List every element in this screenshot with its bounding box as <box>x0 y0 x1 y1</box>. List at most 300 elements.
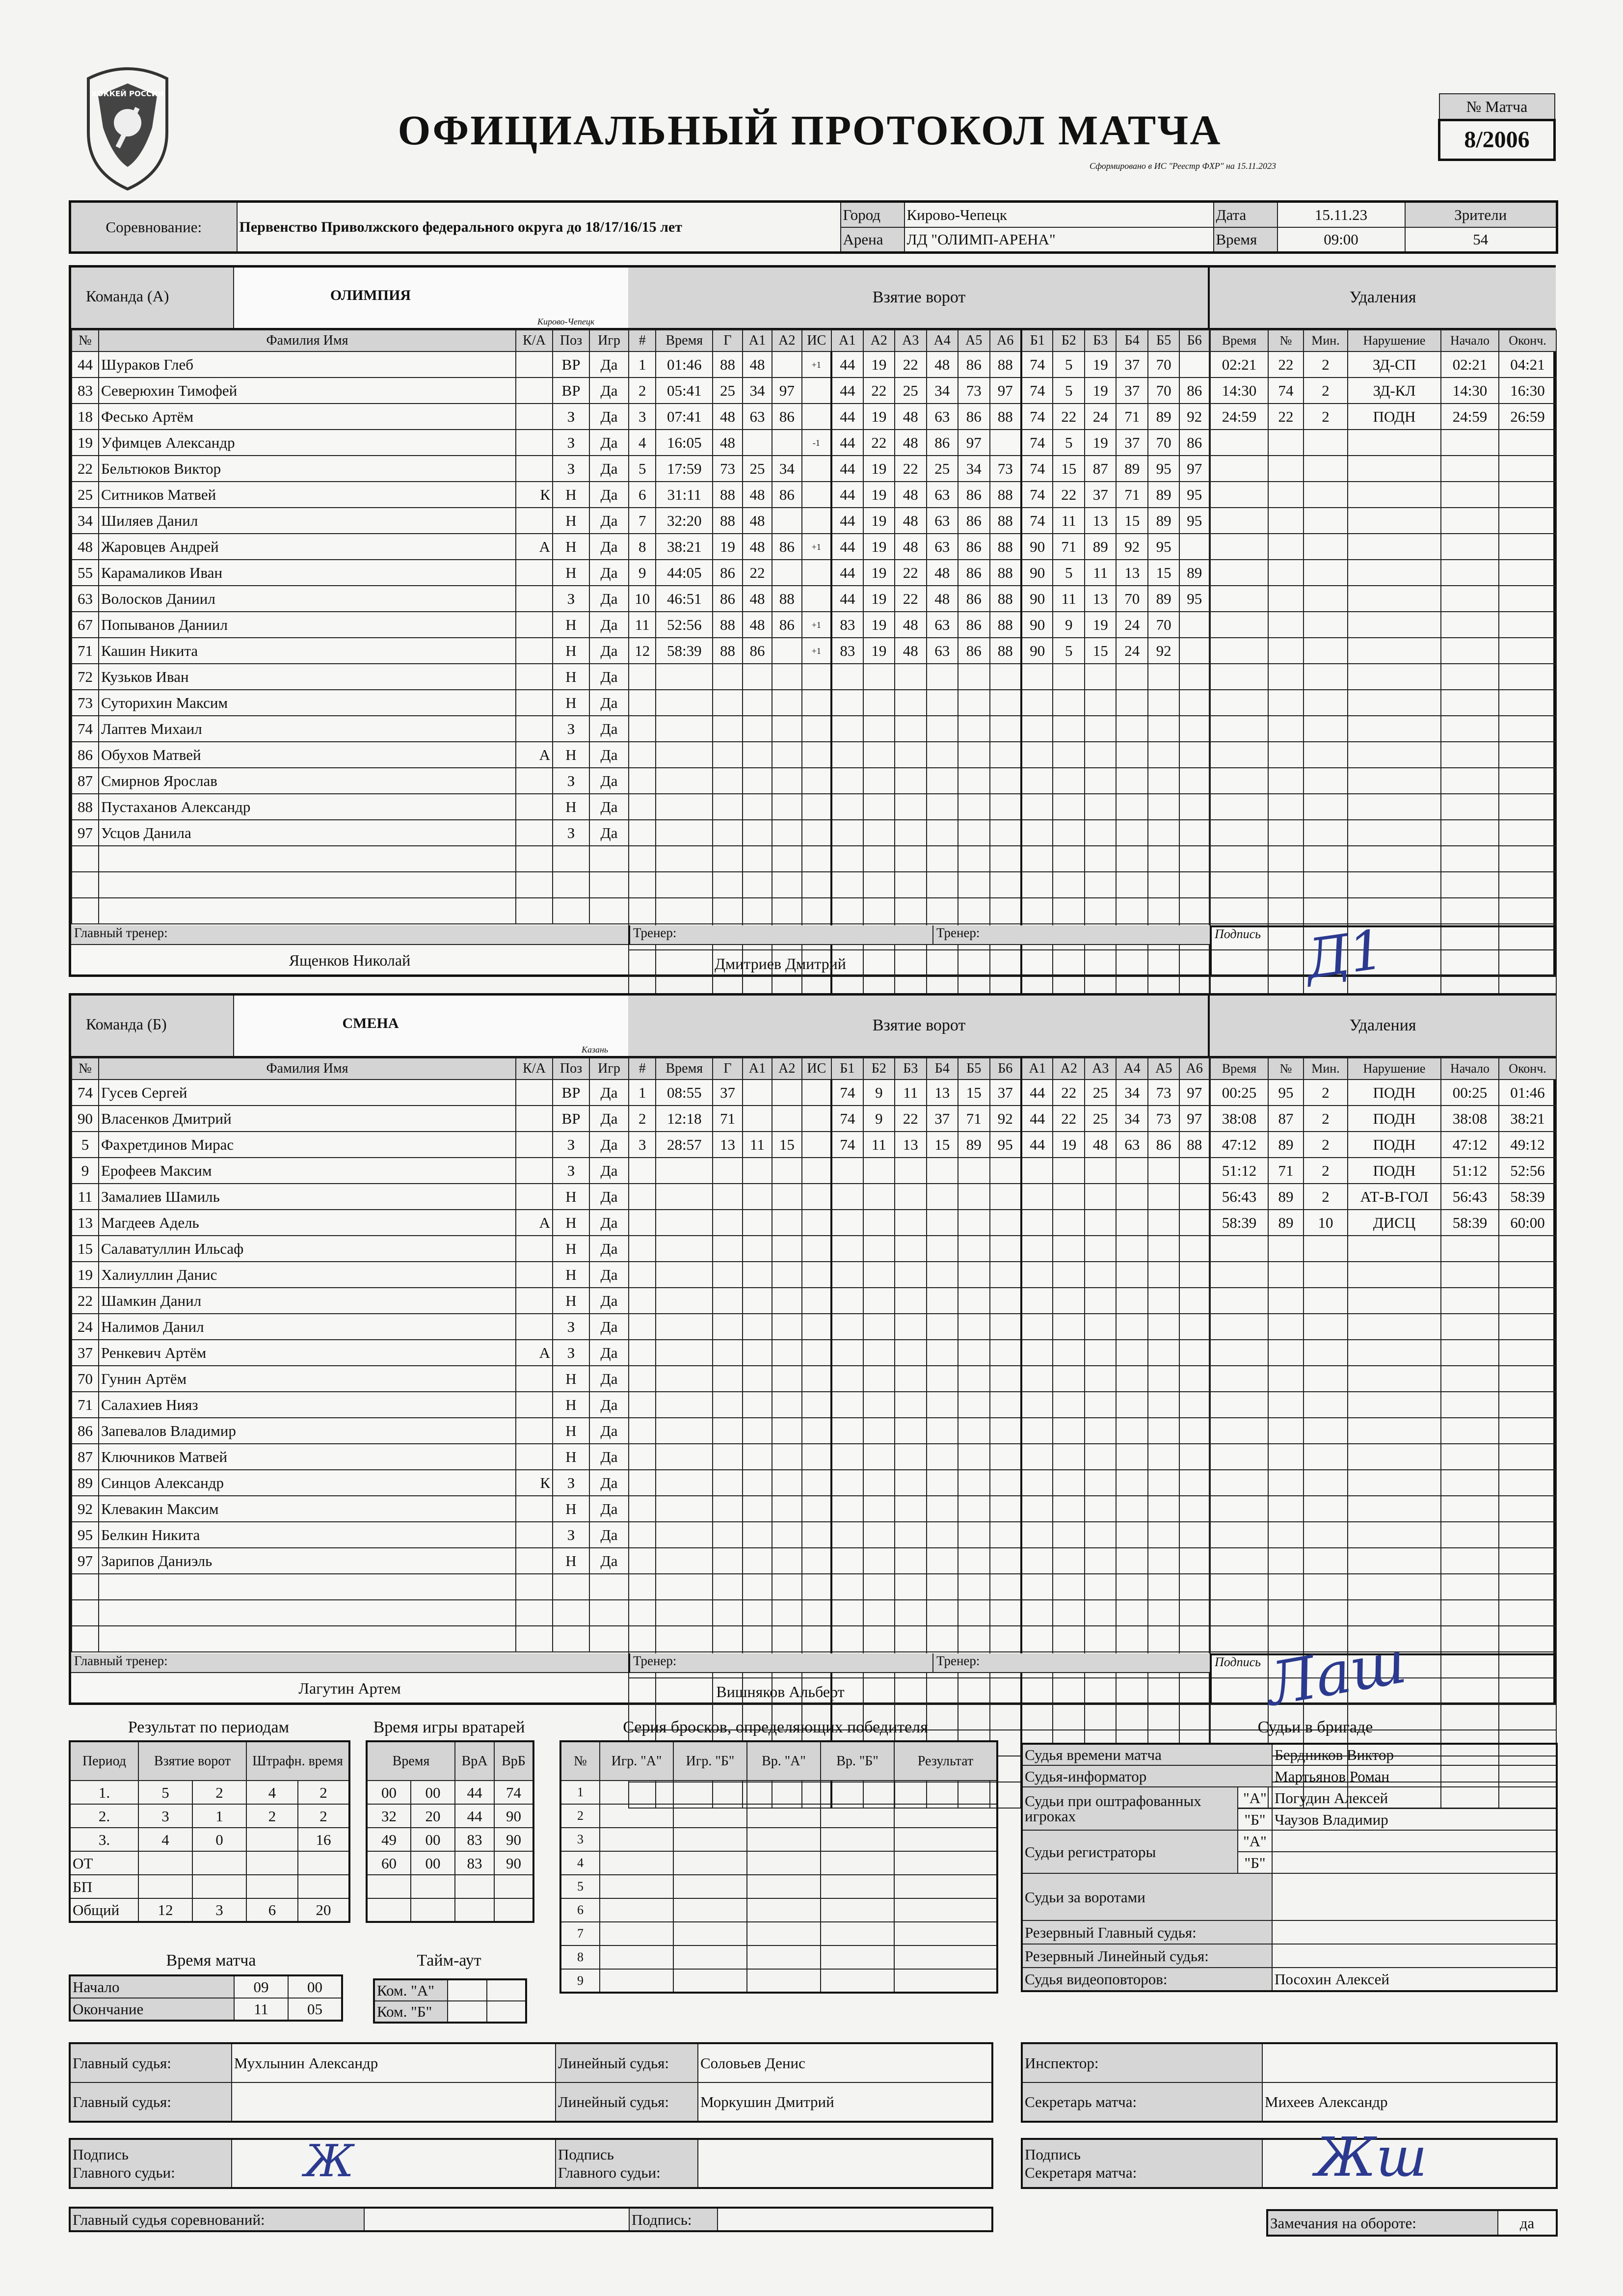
player-position: Н <box>553 1392 589 1418</box>
goal-cell: 22 <box>863 378 895 404</box>
goal-cell: 97 <box>772 378 801 404</box>
goal-col-header: Б2 <box>1053 330 1084 351</box>
penalty-row <box>1210 898 1556 924</box>
goal-col-header: Б3 <box>1085 330 1116 351</box>
player-row <box>72 351 629 378</box>
goal-cell: 88 <box>713 508 742 534</box>
penalty-judges-label: Судьи при оштрафованных игроках <box>1022 1787 1238 1830</box>
player-number: 92 <box>72 1496 99 1522</box>
team-b-penalties-title: Удаления <box>1349 1016 1416 1034</box>
player-role <box>516 430 553 456</box>
player-position: Н <box>553 1262 589 1288</box>
goal-row <box>629 404 1209 430</box>
player-name: Зарипов Даниэль <box>99 1548 516 1574</box>
goal-cell: 58:39 <box>656 638 713 664</box>
player-role <box>516 378 553 404</box>
goalie-time-cell: 44 <box>455 1781 494 1804</box>
player-played: Да <box>589 820 629 846</box>
player-row <box>72 1470 629 1496</box>
goal-cell: 19 <box>863 560 895 586</box>
goal-cell: 46:51 <box>656 586 713 612</box>
head-ref-2 <box>232 2082 556 2122</box>
goal-cell: 63 <box>927 404 958 430</box>
goal-cell: 95 <box>1148 456 1179 482</box>
player-position: З <box>553 1522 589 1548</box>
goal-cell: 19 <box>863 638 895 664</box>
goal-cell: 01:46 <box>656 351 713 378</box>
period-cell: 3. <box>70 1828 138 1851</box>
goalie-time-cell: 90 <box>494 1828 533 1851</box>
penalty-cell: 89 <box>1268 1210 1304 1236</box>
goal-cell: 86 <box>958 560 989 586</box>
match-end-label: Окончание <box>70 1998 234 2021</box>
player-role: А <box>516 1210 553 1236</box>
player-row <box>72 534 629 560</box>
timeout-a-label: Ком. "А" <box>374 1979 448 2001</box>
goal-cell: 63 <box>927 638 958 664</box>
signatures-table <box>69 2138 993 2189</box>
goal-cell: 86 <box>1179 430 1209 456</box>
goal-cell: 97 <box>1179 456 1209 482</box>
goal-cell: 25 <box>895 378 926 404</box>
goal-col-header: Время <box>656 1058 713 1080</box>
penalty-row <box>1210 351 1556 378</box>
penalty-cell: 10 <box>1304 1210 1348 1236</box>
shootout-num: 2 <box>560 1804 600 1828</box>
secretary: Михеев Александр <box>1262 2082 1557 2122</box>
period-cell <box>192 1851 246 1875</box>
brigade-table <box>1021 1743 1558 1992</box>
player-row <box>72 716 629 742</box>
period-cell: 3 <box>138 1804 192 1828</box>
goal-cell <box>772 430 801 456</box>
goal-cell: 63 <box>927 612 958 638</box>
player-role <box>516 1262 553 1288</box>
period-cell: БП <box>70 1875 138 1898</box>
period-cell: 2. <box>70 1804 138 1828</box>
goal-cell: 8 <box>629 534 656 560</box>
goal-cell: 19 <box>1085 612 1116 638</box>
goal-cell <box>802 1080 831 1106</box>
penalty-col-header: Время <box>1210 330 1268 351</box>
remarks-label: Замечания на обороте: <box>1267 2210 1498 2236</box>
goal-cell <box>772 508 801 534</box>
goal-col-header: Б2 <box>863 1058 895 1080</box>
shootout-col-header: Вр. "А" <box>747 1741 821 1781</box>
goalie-time-cell: 90 <box>494 1804 533 1828</box>
player-number: 87 <box>72 1444 99 1470</box>
goal-cell: 05:41 <box>656 378 713 404</box>
shootout-col-header: № <box>560 1741 600 1781</box>
player-row <box>72 430 629 456</box>
team-a-label: Команда (А) <box>86 287 169 305</box>
player-name: Шиляев Данил <box>99 508 516 534</box>
period-cell: 2 <box>298 1781 349 1804</box>
goal-row <box>629 1340 1209 1366</box>
goal-cell: 48 <box>1085 1132 1116 1158</box>
secretary-signature: Жш <box>1315 2126 1427 2188</box>
goal-cell: 34 <box>927 378 958 404</box>
player-played: Да <box>589 1106 629 1132</box>
player-number: 44 <box>72 351 99 378</box>
video-judge: Посохин Алексей <box>1272 1968 1557 1991</box>
player-played: Да <box>589 1158 629 1184</box>
goal-cell: 74 <box>1021 456 1053 482</box>
team-a-goals-title: Взятие ворот <box>872 288 966 306</box>
player-position: Н <box>553 1288 589 1314</box>
goal-cell: 37 <box>927 1106 958 1132</box>
player-position: Н <box>553 1496 589 1522</box>
period-cell <box>246 1875 298 1898</box>
player-row <box>72 1600 629 1626</box>
goal-cell: 37 <box>713 1080 742 1106</box>
goal-cell: 83 <box>831 612 863 638</box>
goal-cell: 87 <box>1085 456 1116 482</box>
player-number: 74 <box>72 1080 99 1106</box>
penalty-row <box>1210 430 1556 456</box>
player-name: Смирнов Ярослав <box>99 768 516 794</box>
player-played: Да <box>589 482 629 508</box>
goal-cell: 25 <box>1085 1080 1116 1106</box>
goal-cell: 3 <box>629 404 656 430</box>
goal-cell: 10 <box>629 586 656 612</box>
goal-col-header: А2 <box>1053 1058 1084 1080</box>
goal-col-header: А1 <box>1021 1058 1053 1080</box>
goalie-time-cell: 00 <box>411 1828 455 1851</box>
player-row <box>72 872 629 898</box>
goal-cell: 48 <box>927 586 958 612</box>
formed-note: Сформировано в ИС "Реестр ФХР" на 15.11.2023 <box>1090 161 1276 171</box>
player-name: Салахиев Нияз <box>99 1392 516 1418</box>
goal-cell: 88 <box>990 508 1021 534</box>
goal-row <box>629 1496 1209 1522</box>
player-row <box>72 664 629 690</box>
player-number: 71 <box>72 1392 99 1418</box>
team-b-signature-label: Подпись <box>1210 1655 1561 1704</box>
goal-cell: 74 <box>1021 404 1053 430</box>
goal-cell: -1 <box>802 430 831 456</box>
info-bar <box>69 200 1558 254</box>
goal-cell: 73 <box>958 378 989 404</box>
goal-cell: 37 <box>1116 351 1147 378</box>
penalty-cell: ПОДН <box>1348 1132 1441 1158</box>
player-number: 83 <box>72 378 99 404</box>
player-name: Гусев Сергей <box>99 1080 516 1106</box>
shootout-title: Серия бросков, определяющих победителя <box>623 1718 928 1736</box>
goal-cell: 48 <box>895 508 926 534</box>
player-row <box>72 1574 629 1600</box>
goal-col-header: Б1 <box>1021 330 1053 351</box>
goal-cell: 28:57 <box>656 1132 713 1158</box>
goal-row <box>629 1262 1209 1288</box>
goalie-time-cell: 44 <box>455 1804 494 1828</box>
shootout-num: 3 <box>560 1828 600 1851</box>
player-position: Н <box>553 1210 589 1236</box>
player-role <box>516 1132 553 1158</box>
goal-cell: 63 <box>927 508 958 534</box>
player-name: Лаптев Михаил <box>99 716 516 742</box>
goal-cell: 63 <box>927 534 958 560</box>
goal-cell: 74 <box>1021 351 1053 378</box>
goal-row <box>629 1080 1209 1106</box>
goal-row <box>629 1314 1209 1340</box>
sig-secretary-label <box>1022 2139 1262 2188</box>
goal-cell: 1 <box>629 1080 656 1106</box>
goal-cell: 95 <box>1179 508 1209 534</box>
goal-cell: 88 <box>990 586 1021 612</box>
goal-cell: 08:55 <box>656 1080 713 1106</box>
goal-col-header: А6 <box>990 330 1021 351</box>
player-played: Да <box>589 1080 629 1106</box>
goal-cell: 86 <box>958 612 989 638</box>
player-name: Налимов Данил <box>99 1314 516 1340</box>
sig-head-ref-label-b <box>556 2139 698 2188</box>
penalty-cell: 58:39 <box>1441 1210 1499 1236</box>
penalty-judge-a: Погудин Алексей <box>1272 1787 1557 1809</box>
player-position: З <box>553 716 589 742</box>
penalty-row <box>1210 1210 1556 1236</box>
penalty-cell: 38:08 <box>1441 1106 1499 1132</box>
goal-cell: 15 <box>772 1132 801 1158</box>
player-role <box>516 1366 553 1392</box>
penalty-row <box>1210 1366 1556 1392</box>
goal-cell: 19 <box>1085 430 1116 456</box>
penalty-row <box>1210 1496 1556 1522</box>
shootout-num: 6 <box>560 1898 600 1922</box>
periods-table <box>69 1740 350 1923</box>
goal-cell: 86 <box>958 508 989 534</box>
goal-cell: 71 <box>1053 534 1084 560</box>
penalty-cell: 02:21 <box>1441 351 1499 378</box>
period-cell: 2 <box>192 1781 246 1804</box>
goal-row <box>629 508 1209 534</box>
goal-cell: 70 <box>1148 430 1179 456</box>
goal-col-header: А1 <box>831 330 863 351</box>
penalty-row <box>1210 404 1556 430</box>
player-number: 19 <box>72 430 99 456</box>
goal-cell: 11 <box>1085 560 1116 586</box>
goal-cell: 95 <box>1179 482 1209 508</box>
goal-cell: 5 <box>1053 351 1084 378</box>
goal-cell: 48 <box>895 404 926 430</box>
period-row <box>70 1875 349 1898</box>
shootout-num: 1 <box>560 1781 600 1804</box>
shootout-row <box>560 1851 997 1875</box>
match-end-hh: 11 <box>234 1998 288 2021</box>
penalty-cell: 51:12 <box>1210 1158 1268 1184</box>
goal-cell: 95 <box>990 1132 1021 1158</box>
player-role <box>516 794 553 820</box>
player-played: Да <box>589 560 629 586</box>
goal-row <box>629 1548 1209 1574</box>
penalty-b-tag: "Б" <box>1238 1809 1272 1830</box>
player-name: Ерофеев Максим <box>99 1158 516 1184</box>
period-cell <box>298 1875 349 1898</box>
player-position: З <box>553 1314 589 1340</box>
goal-cell: 15 <box>1053 456 1084 482</box>
player-role <box>516 1288 553 1314</box>
goal-cell: 88 <box>990 351 1021 378</box>
period-cell: 2 <box>246 1804 298 1828</box>
penalty-row <box>1210 1314 1556 1340</box>
player-row <box>72 1548 629 1574</box>
player-row <box>72 482 629 508</box>
penalty-row <box>1210 1418 1556 1444</box>
player-number: 55 <box>72 560 99 586</box>
goal-cell: 3 <box>629 1132 656 1158</box>
goal-cell: 48 <box>713 404 742 430</box>
goal-cell: 74 <box>1021 430 1053 456</box>
player-position: Н <box>553 508 589 534</box>
goal-cell: 07:41 <box>656 404 713 430</box>
penalty-cell: 04:21 <box>1499 351 1556 378</box>
player-played: Да <box>589 1522 629 1548</box>
sig-head-ref-label-2: Главного судьи: <box>73 2164 175 2181</box>
goal-cell: 88 <box>713 351 742 378</box>
goal-cell: 15 <box>958 1080 989 1106</box>
goal-cell: 48 <box>895 534 926 560</box>
goal-cell: 15 <box>1148 560 1179 586</box>
player-played: Да <box>589 768 629 794</box>
player-row <box>72 1262 629 1288</box>
penalty-cell: 2 <box>1304 404 1348 430</box>
goal-row <box>629 1106 1209 1132</box>
competition-head-table <box>69 2207 993 2232</box>
goal-col-header: Время <box>656 330 713 351</box>
shootout-table <box>559 1740 998 1994</box>
player-number: 22 <box>72 456 99 482</box>
player-played: Да <box>589 1496 629 1522</box>
goal-cell: 48 <box>713 430 742 456</box>
penalty-cell: 74 <box>1268 378 1304 404</box>
goal-cell: 86 <box>713 560 742 586</box>
player-role: А <box>516 1340 553 1366</box>
goal-cell: 25 <box>713 378 742 404</box>
goal-cell: 89 <box>1148 404 1179 430</box>
goal-col-header: А2 <box>772 1058 801 1080</box>
player-row <box>72 1080 629 1106</box>
goal-cell: 89 <box>1148 508 1179 534</box>
goal-cell: 48 <box>927 351 958 378</box>
goal-cell: 4 <box>629 430 656 456</box>
shootout-row <box>560 1828 997 1851</box>
goal-cell <box>802 560 831 586</box>
goal-judges-label: Судьи за воротами <box>1022 1873 1272 1920</box>
goal-col-header: Б4 <box>1116 330 1147 351</box>
goal-cell: 13 <box>895 1132 926 1158</box>
goal-cell: 89 <box>1085 534 1116 560</box>
penalty-cell: 52:56 <box>1499 1158 1556 1184</box>
goal-row <box>629 1210 1209 1236</box>
goal-cell: 5 <box>1053 638 1084 664</box>
penalty-cell: 47:12 <box>1441 1132 1499 1158</box>
goal-cell <box>802 482 831 508</box>
goalie-time-cell: 00 <box>367 1781 411 1804</box>
player-played: Да <box>589 1444 629 1470</box>
shootout-row <box>560 1969 997 1993</box>
goal-cell: 19 <box>863 508 895 534</box>
goal-cell: 73 <box>713 456 742 482</box>
goal-cell: 19 <box>863 456 895 482</box>
player-role <box>516 664 553 690</box>
goal-cell: 44 <box>1021 1132 1053 1158</box>
goal-cell <box>743 1106 772 1132</box>
shootout-num: 7 <box>560 1922 600 1945</box>
goal-cell: 12 <box>629 638 656 664</box>
penalty-row <box>1210 586 1556 612</box>
player-position: ВР <box>553 378 589 404</box>
period-cell <box>138 1851 192 1875</box>
player-played: Да <box>589 1262 629 1288</box>
goal-cell: 19 <box>1053 1132 1084 1158</box>
sig-secretary-label-2: Секретаря матча: <box>1025 2164 1137 2181</box>
player-role: А <box>516 742 553 768</box>
team-b-head-coach-label: Главный тренер: <box>71 1653 628 1673</box>
timekeeper-label: Судья времени матча <box>1022 1744 1272 1765</box>
goal-cell: 88 <box>990 612 1021 638</box>
player-name: Карамаликов Иван <box>99 560 516 586</box>
player-position: Н <box>553 1366 589 1392</box>
player-position: З <box>553 430 589 456</box>
player-number: 48 <box>72 534 99 560</box>
col-period: Период <box>70 1741 138 1781</box>
goal-cell: 44 <box>831 534 863 560</box>
player-position: ВР <box>553 351 589 378</box>
spectators-label: Зрители <box>1405 202 1557 227</box>
goal-cell: 37 <box>1116 430 1147 456</box>
col-name: Фамилия Имя <box>99 330 516 351</box>
penalty-row <box>1210 1522 1556 1548</box>
goal-cell: 95 <box>1148 534 1179 560</box>
goal-cell: 22 <box>895 1106 926 1132</box>
penalty-row <box>1210 872 1556 898</box>
match-end-mm: 05 <box>288 1998 342 2021</box>
goal-cell: 19 <box>863 612 895 638</box>
goal-row <box>629 1470 1209 1496</box>
goal-cell: 19 <box>863 404 895 430</box>
goal-col-header: А2 <box>863 330 895 351</box>
secretary-label: Секретарь матча: <box>1022 2082 1262 2122</box>
goalie-time-cell: 60 <box>367 1851 411 1875</box>
player-name: Халиуллин Данис <box>99 1262 516 1288</box>
timeout-b-label: Ком. "Б" <box>374 2001 448 2023</box>
goal-cell: 70 <box>1148 612 1179 638</box>
period-cell <box>298 1851 349 1875</box>
team-b-name: СМЕНА <box>342 1015 399 1031</box>
penalty-judge-b: Чаузов Владимир <box>1272 1809 1557 1830</box>
goal-cell: 86 <box>958 351 989 378</box>
goal-cell: 44 <box>831 508 863 534</box>
goal-row <box>629 846 1209 872</box>
sig-head-ref-label <box>70 2139 232 2188</box>
goal-col-header: Б1 <box>831 1058 863 1080</box>
goal-row <box>629 898 1209 924</box>
player-position: Н <box>553 1548 589 1574</box>
goal-cell: 74 <box>1021 378 1053 404</box>
player-row <box>72 612 629 638</box>
period-cell: 4 <box>246 1781 298 1804</box>
col-played: Игр <box>589 330 629 351</box>
team-a-city: Кирово-Чепецк <box>537 317 595 326</box>
goal-cell: 19 <box>863 586 895 612</box>
player-number: 86 <box>72 742 99 768</box>
penalty-row <box>1210 1236 1556 1262</box>
penalty-cell: 24:59 <box>1210 404 1268 430</box>
sig-head-ref-label-b-1: Подпись <box>558 2145 614 2163</box>
goal-row <box>629 820 1209 846</box>
player-row <box>72 638 629 664</box>
goal-row <box>629 586 1209 612</box>
